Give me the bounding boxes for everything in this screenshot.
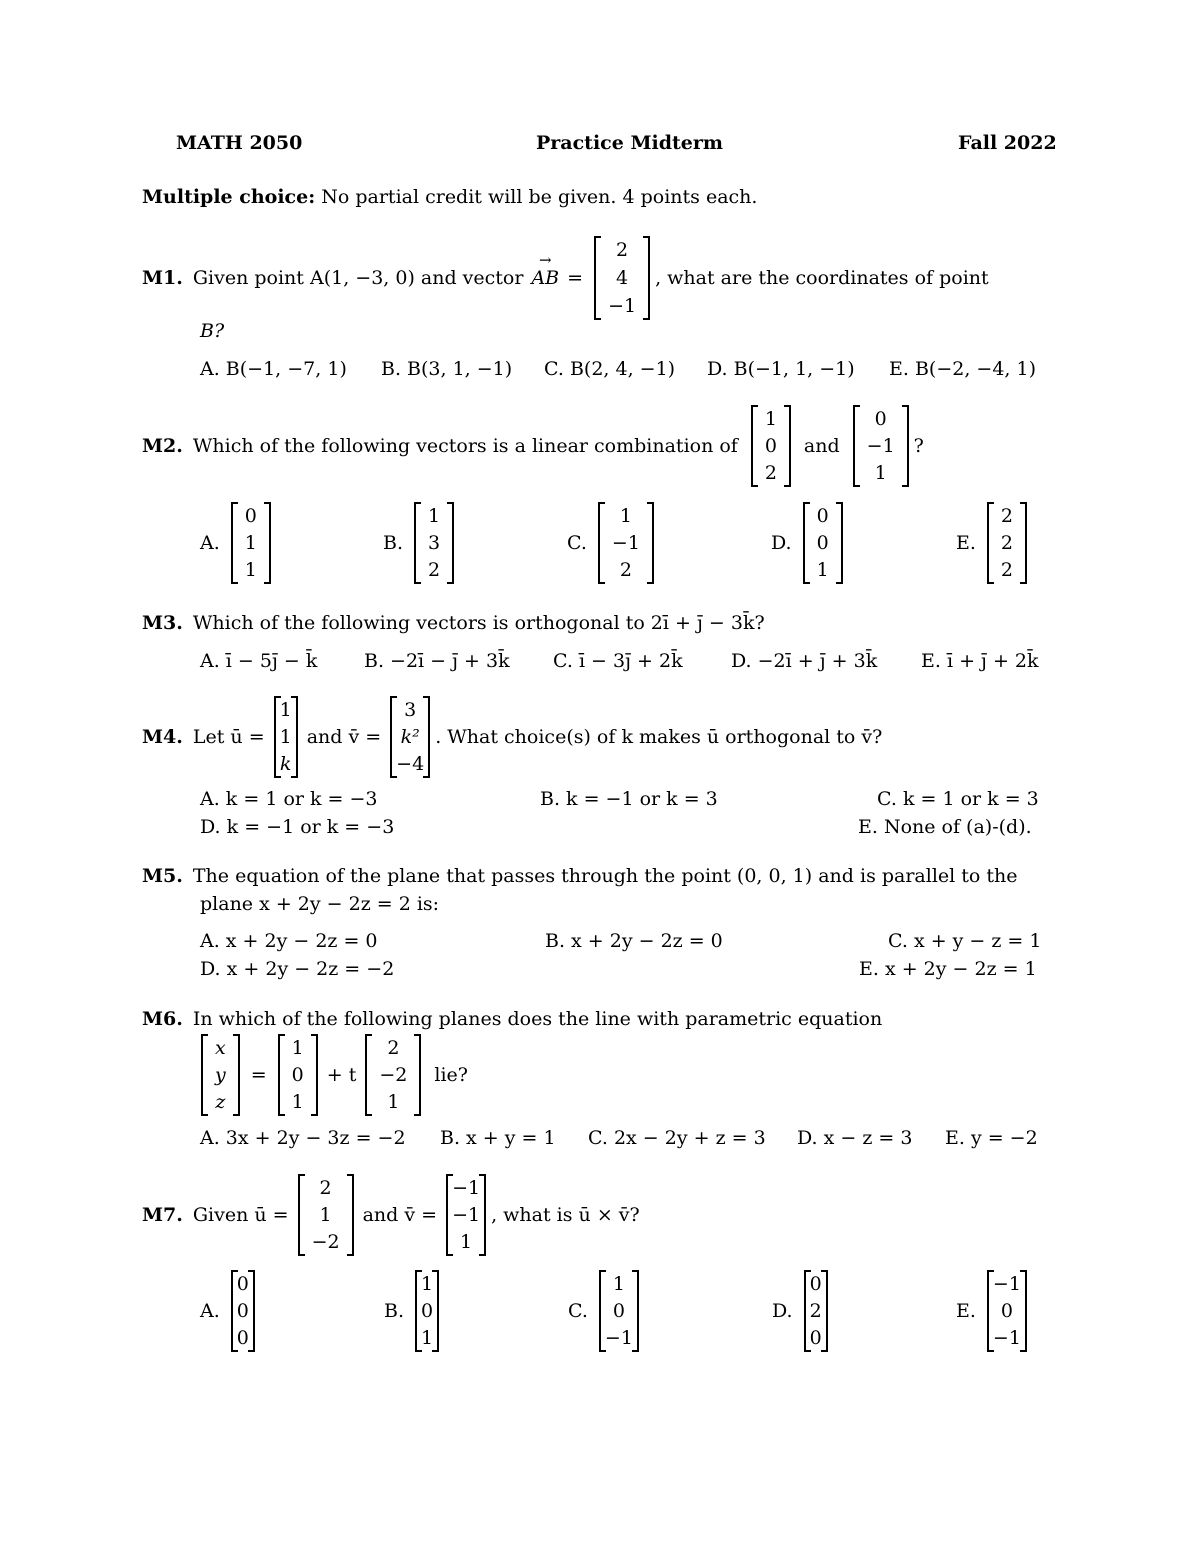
question-number: M4. xyxy=(142,726,183,748)
matrix-entry: 1 xyxy=(421,1327,434,1349)
matrix-entry: 0 xyxy=(236,1273,249,1295)
matrix-entry: 2 xyxy=(1000,532,1014,554)
matrix-entry: 1 xyxy=(816,559,829,581)
option-label: B. xyxy=(384,1300,405,1322)
option-label: A. xyxy=(200,532,220,554)
question-m7 xyxy=(142,1172,640,1258)
option-matrix xyxy=(409,502,459,584)
matrix-entry: 1 xyxy=(874,462,887,484)
matrix-entry: −1 xyxy=(611,532,640,554)
question-number: M5. xyxy=(142,865,183,887)
question-text-cont: , what are the coordinates of point xyxy=(655,267,989,289)
matrix-entry: 0 xyxy=(236,1300,249,1322)
option-a: A. k = 1 or k = −3 xyxy=(200,788,378,810)
matrix-xyz xyxy=(196,1034,245,1116)
option-e: E. B(−2, −4, 1) xyxy=(889,358,1036,380)
option-a: A. B(−1, −7, 1) xyxy=(200,358,347,380)
matrix-entry: −2 xyxy=(311,1231,340,1253)
question-text-cont: . What choice(s) of k makes ū orthogonal to v̄? xyxy=(435,726,883,748)
question-text: The equation of the plane that passes through the point (0, 0, 1) and is parallel to the xyxy=(192,865,1018,887)
option-c: C. k = 1 or k = 3 xyxy=(877,788,1039,810)
option-b: B. B(3, 1, −1) xyxy=(381,358,513,380)
matrix-entry: 0 xyxy=(291,1064,304,1086)
question-text: In which of the following planes does the line with parametric equation xyxy=(192,1008,883,1030)
matrix-entry: 1 xyxy=(387,1091,400,1113)
matrix-entry: −1 xyxy=(992,1273,1021,1295)
question-number: M2. xyxy=(142,435,183,457)
option-b: B. x + y = 1 xyxy=(440,1127,556,1149)
option-e: E. ī + j̄ + 2k̄ xyxy=(921,650,1039,672)
option-label: B. xyxy=(383,532,404,554)
matrix-entry: 1 xyxy=(460,1231,473,1253)
instructions-label: Multiple choice: xyxy=(142,186,316,208)
option-d: D. x − z = 3 xyxy=(797,1127,913,1149)
matrix-entry: 0 xyxy=(874,408,887,430)
matrix-u xyxy=(293,1174,359,1256)
question-text: Which of the following vectors is a linear combination of xyxy=(192,435,738,457)
matrix-direction xyxy=(360,1034,426,1116)
matrix-v xyxy=(385,696,435,778)
matrix-entry: 1 xyxy=(244,532,257,554)
matrix-entry: 0 xyxy=(612,1300,625,1322)
question-mark: ? xyxy=(913,435,924,457)
question-m3 xyxy=(142,612,765,634)
question-text-wrap: plane x + 2y − 2z = 2 is: xyxy=(200,893,440,915)
matrix-entry: 1 xyxy=(319,1204,332,1226)
option-matrix xyxy=(982,1270,1032,1352)
question-number: M6. xyxy=(142,1008,183,1030)
matrix-entry: 0 xyxy=(809,1327,822,1349)
question-text: Given ū = xyxy=(192,1204,289,1226)
option-label: D. xyxy=(772,1300,793,1322)
matrix-entry: x xyxy=(215,1037,226,1059)
question-text-cont: lie? xyxy=(434,1064,468,1086)
option-e: E. y = −2 xyxy=(945,1127,1038,1149)
matrix-point xyxy=(273,1034,323,1116)
matrix-entry: 1 xyxy=(279,699,292,721)
plus-t: + t xyxy=(326,1064,357,1086)
exam-title: Practice Midterm xyxy=(536,132,723,154)
option-label: E. xyxy=(956,532,976,554)
matrix-entry: 2 xyxy=(319,1177,332,1199)
option-matrix xyxy=(799,1270,833,1352)
vector-ab: → AB xyxy=(531,267,559,289)
matrix-entry: 0 xyxy=(421,1300,434,1322)
option-label: E. xyxy=(956,1300,976,1322)
matrix-entry: 0 xyxy=(816,505,829,527)
option-d: D. −2ī + j̄ + 3k̄ xyxy=(731,650,878,672)
matrix-entry: −1 xyxy=(992,1327,1021,1349)
option-a: A. ī − 5j̄ − k̄ xyxy=(200,650,318,672)
matrix-entry: 1 xyxy=(291,1091,304,1113)
question-text: and v̄ = xyxy=(306,726,382,748)
matrix-1 xyxy=(746,405,796,487)
question-m6 xyxy=(142,1008,882,1030)
question-m4 xyxy=(142,694,882,780)
option-matrix xyxy=(594,1270,644,1352)
matrix-entry: 2 xyxy=(1000,505,1014,527)
option-e xyxy=(956,1268,1032,1354)
matrix-entry: 1 xyxy=(291,1037,304,1059)
option-d: D. x + 2y − 2z = −2 xyxy=(200,958,395,980)
matrix-entry: −1 xyxy=(452,1204,481,1226)
question-text: and v̄ = xyxy=(362,1204,438,1226)
matrix-entry: k xyxy=(279,753,292,775)
option-b xyxy=(384,1268,444,1354)
question-text: Given point A(1, −3, 0) and vector xyxy=(192,267,524,289)
option-e: E. None of (a)-(d). xyxy=(858,816,1032,838)
question-m1 xyxy=(142,233,989,323)
matrix-entry: 1 xyxy=(421,1273,434,1295)
option-c: C. ī − 3j̄ + 2k̄ xyxy=(553,650,683,672)
matrix-entry: 1 xyxy=(612,1273,625,1295)
option-matrix xyxy=(226,502,276,584)
option-d xyxy=(772,1268,833,1354)
option-b: B. k = −1 or k = 3 xyxy=(540,788,718,810)
option-a: A. 3x + 2y − 3z = −2 xyxy=(200,1127,406,1149)
matrix-entry: 1 xyxy=(619,505,632,527)
option-e xyxy=(956,500,1032,586)
question-text-cont: , what is ū × v̄? xyxy=(491,1204,640,1226)
option-c: C. B(2, 4, −1) xyxy=(544,358,676,380)
matrix-entry: 2 xyxy=(764,462,777,484)
question-m2 xyxy=(142,403,924,489)
option-label: A. xyxy=(200,1300,220,1322)
question-number: M7. xyxy=(142,1204,183,1226)
parametric-equation xyxy=(196,1032,468,1118)
matrix-entry: 1 xyxy=(244,559,257,581)
question-number: M3. xyxy=(142,612,183,634)
matrix-entry: 2 xyxy=(616,239,629,261)
matrix-u xyxy=(269,696,303,778)
matrix-entry: 2 xyxy=(619,559,632,581)
matrix-entry: 4 xyxy=(616,267,629,289)
matrix-entry: z xyxy=(215,1091,226,1113)
course-code: MATH 2050 xyxy=(176,132,303,154)
matrix-entry: −4 xyxy=(396,753,425,775)
question-m5 xyxy=(142,865,1018,887)
option-c: C. x + y − z = 1 xyxy=(888,930,1042,952)
matrix-entry: 0 xyxy=(809,1273,822,1295)
option-d xyxy=(771,500,848,586)
matrix-2 xyxy=(848,405,914,487)
matrix-entry: y xyxy=(215,1064,226,1086)
matrix-entry: 1 xyxy=(428,505,441,527)
option-matrix xyxy=(593,502,659,584)
matrix-v xyxy=(441,1174,491,1256)
option-c xyxy=(567,500,659,586)
exam-term: Fall 2022 xyxy=(958,132,1057,154)
matrix-entry: 2 xyxy=(428,559,441,581)
matrix-entry: 0 xyxy=(764,435,777,457)
equals-sign: = xyxy=(567,267,584,289)
option-e: E. x + 2y − 2z = 1 xyxy=(859,958,1037,980)
option-matrix xyxy=(798,502,848,584)
matrix-entry: −1 xyxy=(604,1327,633,1349)
option-matrix xyxy=(226,1270,260,1352)
option-a xyxy=(200,500,276,586)
option-b: B. −2ī − j̄ + 3k̄ xyxy=(364,650,510,672)
matrix-ab xyxy=(589,236,655,320)
equals-sign: = xyxy=(250,1064,267,1086)
instructions xyxy=(142,186,757,208)
matrix-entry: 0 xyxy=(244,505,257,527)
option-a: A. x + 2y − 2z = 0 xyxy=(200,930,378,952)
option-matrix xyxy=(982,502,1032,584)
matrix-entry: k² xyxy=(400,726,420,748)
question-text: Which of the following vectors is orthogonal to 2ī + j̄ − 3k̄? xyxy=(192,612,765,634)
matrix-entry: −2 xyxy=(379,1064,408,1086)
matrix-entry: 0 xyxy=(816,532,829,554)
question-text: Let ū = xyxy=(192,726,265,748)
matrix-entry: −1 xyxy=(608,295,637,317)
matrix-entry: 2 xyxy=(809,1300,822,1322)
question-text-wrap: B? xyxy=(200,320,225,342)
instructions-text: No partial credit will be given. 4 points each. xyxy=(315,186,758,208)
matrix-entry: 0 xyxy=(1000,1300,1013,1322)
option-b xyxy=(383,500,459,586)
matrix-entry: 2 xyxy=(387,1037,400,1059)
option-b: B. x + 2y − 2z = 0 xyxy=(545,930,723,952)
matrix-entry: 1 xyxy=(764,408,777,430)
matrix-entry: 0 xyxy=(236,1327,249,1349)
question-number: M1. xyxy=(142,267,183,289)
matrix-entry: −1 xyxy=(866,435,895,457)
option-a xyxy=(200,1268,260,1354)
option-c xyxy=(568,1268,644,1354)
option-c: C. 2x − 2y + z = 3 xyxy=(588,1127,766,1149)
and-word: and xyxy=(803,435,840,457)
matrix-entry: 3 xyxy=(404,699,417,721)
option-d: D. B(−1, 1, −1) xyxy=(707,358,855,380)
option-d: D. k = −1 or k = −3 xyxy=(200,816,395,838)
option-label: C. xyxy=(568,1300,588,1322)
option-label: C. xyxy=(567,532,587,554)
option-label: D. xyxy=(771,532,792,554)
matrix-entry: −1 xyxy=(452,1177,481,1199)
option-matrix xyxy=(410,1270,444,1352)
matrix-entry: 3 xyxy=(428,532,441,554)
matrix-entry: 1 xyxy=(279,726,292,748)
matrix-entry: 2 xyxy=(1000,559,1014,581)
